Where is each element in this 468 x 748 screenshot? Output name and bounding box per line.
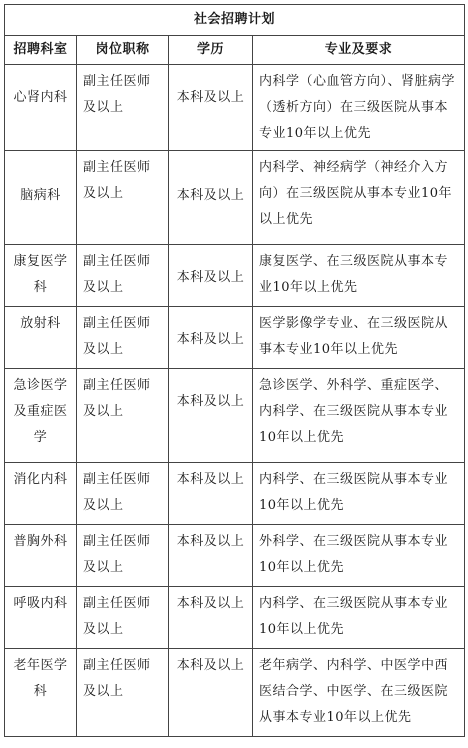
education-cell: 本科及以上 bbox=[169, 587, 253, 649]
dept-cell: 放射科 bbox=[5, 307, 77, 369]
requirements-cell: 内科学、在三级医院从事本专业10年以上优先 bbox=[253, 587, 465, 649]
education-cell: 本科及以上 bbox=[169, 245, 253, 307]
dept-cell: 呼吸内科 bbox=[5, 587, 77, 649]
requirements-cell: 内科学、神经病学（神经介入方向）在三级医院从事本专业10年以上优先 bbox=[253, 151, 465, 245]
recruitment-table bbox=[4, 4, 465, 737]
header-dept: 招聘科室 bbox=[5, 36, 77, 65]
requirements-cell: 内科学、在三级医院从事本专业10年以上优先 bbox=[253, 463, 465, 525]
table-row bbox=[5, 369, 465, 463]
table-row bbox=[5, 307, 465, 369]
title-cell: 副主任医师及以上 bbox=[77, 151, 169, 245]
education-cell: 本科及以上 bbox=[169, 151, 253, 245]
title-cell: 副主任医师及以上 bbox=[77, 587, 169, 649]
requirements-cell: 医学影像学专业、在三级医院从事本专业10年以上优先 bbox=[253, 307, 465, 369]
education-cell: 本科及以上 bbox=[169, 307, 253, 369]
dept-cell: 心肾内科 bbox=[5, 65, 77, 151]
dept-cell: 脑病科 bbox=[5, 151, 77, 245]
table-header-row bbox=[5, 36, 465, 65]
requirements-cell: 康复医学、在三级医院从事本专业10年以上优先 bbox=[253, 245, 465, 307]
requirements-cell: 急诊医学、外科学、重症医学、内科学、在三级医院从事本专业10年以上优先 bbox=[253, 369, 465, 463]
table-row bbox=[5, 245, 465, 307]
title-cell: 副主任医师及以上 bbox=[77, 649, 169, 737]
dept-cell: 老年医学科 bbox=[5, 649, 77, 737]
title-cell: 副主任医师及以上 bbox=[77, 369, 169, 463]
table-title: 社会招聘计划 bbox=[5, 5, 465, 36]
education-cell: 本科及以上 bbox=[169, 463, 253, 525]
dept-cell: 消化内科 bbox=[5, 463, 77, 525]
dept-cell: 急诊医学及重症医学 bbox=[5, 369, 77, 463]
requirements-cell: 老年病学、内科学、中医学中西医结合学、中医学、在三级医院从事本专业10年以上优先 bbox=[253, 649, 465, 737]
requirements-cell: 外科学、在三级医院从事本专业10年以上优先 bbox=[253, 525, 465, 587]
table-row bbox=[5, 649, 465, 737]
title-cell: 副主任医师及以上 bbox=[77, 245, 169, 307]
table-row bbox=[5, 151, 465, 245]
title-cell: 副主任医师及以上 bbox=[77, 463, 169, 525]
table-row bbox=[5, 525, 465, 587]
table-row bbox=[5, 463, 465, 525]
title-cell: 副主任医师及以上 bbox=[77, 65, 169, 151]
title-cell: 副主任医师及以上 bbox=[77, 525, 169, 587]
header-title: 岗位职称 bbox=[77, 36, 169, 65]
education-cell: 本科及以上 bbox=[169, 65, 253, 151]
header-requirements: 专业及要求 bbox=[253, 36, 465, 65]
requirements-cell: 内科学（心血管方向）、肾脏病学（透析方向）在三级医院从事本专业10年以上优先 bbox=[253, 65, 465, 151]
dept-cell: 普胸外科 bbox=[5, 525, 77, 587]
education-cell: 本科及以上 bbox=[169, 369, 253, 463]
header-education: 学历 bbox=[169, 36, 253, 65]
education-cell: 本科及以上 bbox=[169, 649, 253, 737]
education-cell: 本科及以上 bbox=[169, 525, 253, 587]
title-cell: 副主任医师及以上 bbox=[77, 307, 169, 369]
table-row bbox=[5, 587, 465, 649]
dept-cell: 康复医学科 bbox=[5, 245, 77, 307]
table-row bbox=[5, 65, 465, 151]
